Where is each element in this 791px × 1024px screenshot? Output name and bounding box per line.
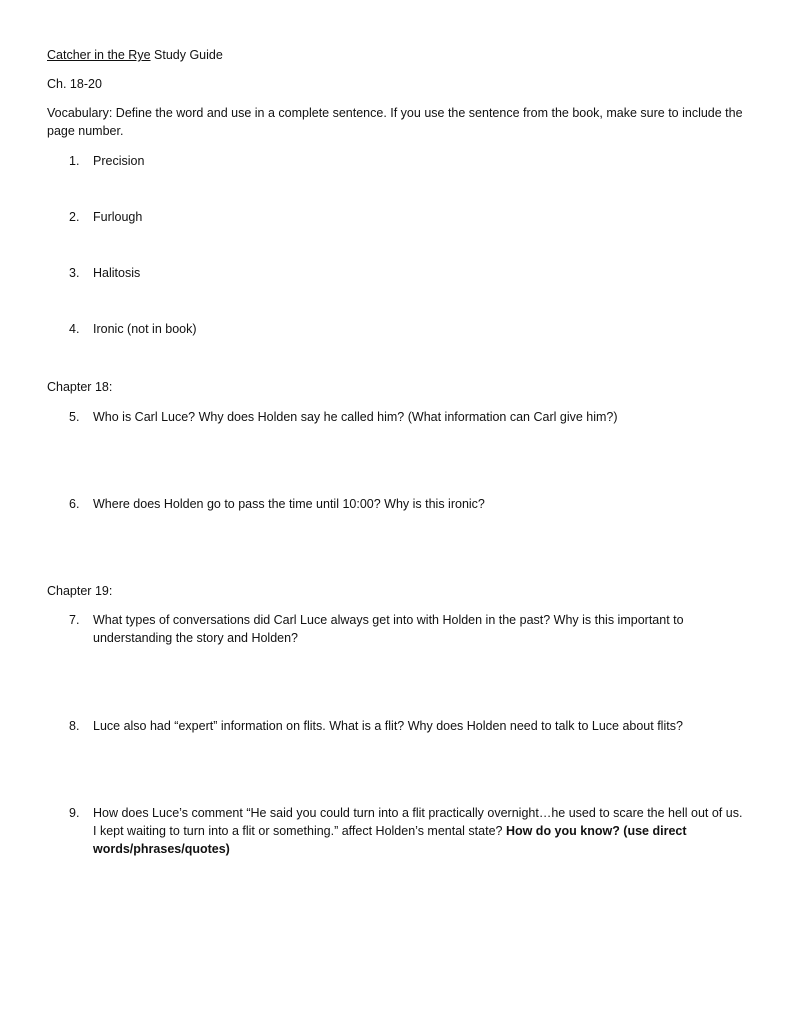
book-title: Catcher in the Rye: [47, 48, 151, 62]
vocabulary-instructions: Vocabulary: Define the word and use in a complete sentence. If you use the sentence from the book, make sure to include the page number.: [47, 106, 743, 138]
question-5: [69, 408, 747, 426]
document-title: [47, 46, 747, 64]
question-9: [69, 804, 747, 858]
question-body: How does Luce’s comment “He said you could turn into a flit practically overnight…he used to scare the hell out of us. I kept waiting to turn into a flit or something.” affect Holden’s mental state?: [93, 806, 743, 838]
item-number: 7.: [69, 613, 80, 627]
item-number: 1.: [69, 154, 80, 168]
vocab-item-halitosis: [69, 264, 747, 282]
title-suffix: Study Guide: [150, 48, 223, 62]
vocab-item-furlough: [69, 208, 747, 226]
item-number: 6.: [69, 497, 80, 511]
chapter-range: Ch. 18-20: [47, 77, 102, 91]
question-text: Who is Carl Luce? Why does Holden say he called him? (What information can Carl give him?): [93, 410, 618, 424]
question-emphasis: How do you know? (use direct words/phrases/quotes): [93, 824, 687, 856]
chapter-19-heading: Chapter 19:: [47, 584, 113, 598]
item-number: 8.: [69, 719, 80, 733]
vocab-item-ironic: [69, 320, 747, 338]
question-6: [69, 495, 747, 513]
item-number: 4.: [69, 322, 80, 336]
item-number: 9.: [69, 806, 80, 820]
question-7: [69, 611, 747, 647]
vocab-word: Furlough: [93, 210, 143, 224]
vocab-word: Halitosis: [93, 266, 141, 280]
vocab-word: Precision: [93, 154, 145, 168]
question-8: [69, 717, 747, 735]
item-number: 2.: [69, 210, 80, 224]
item-number: 3.: [69, 266, 80, 280]
vocab-item-precision: [69, 152, 747, 170]
question-text: [93, 804, 747, 858]
chapter-18-heading: Chapter 18:: [47, 380, 113, 394]
question-text: Luce also had “expert” information on flits. What is a flit? Why does Holden need to talk to Luce about flits?: [93, 719, 683, 733]
question-text: What types of conversations did Carl Luce always get into with Holden in the past? Why is this important to understanding the story and Holden?: [93, 613, 684, 645]
item-number: 5.: [69, 410, 80, 424]
question-text: Where does Holden go to pass the time until 10:00? Why is this ironic?: [93, 497, 485, 511]
vocab-word: Ironic (not in book): [93, 322, 197, 336]
